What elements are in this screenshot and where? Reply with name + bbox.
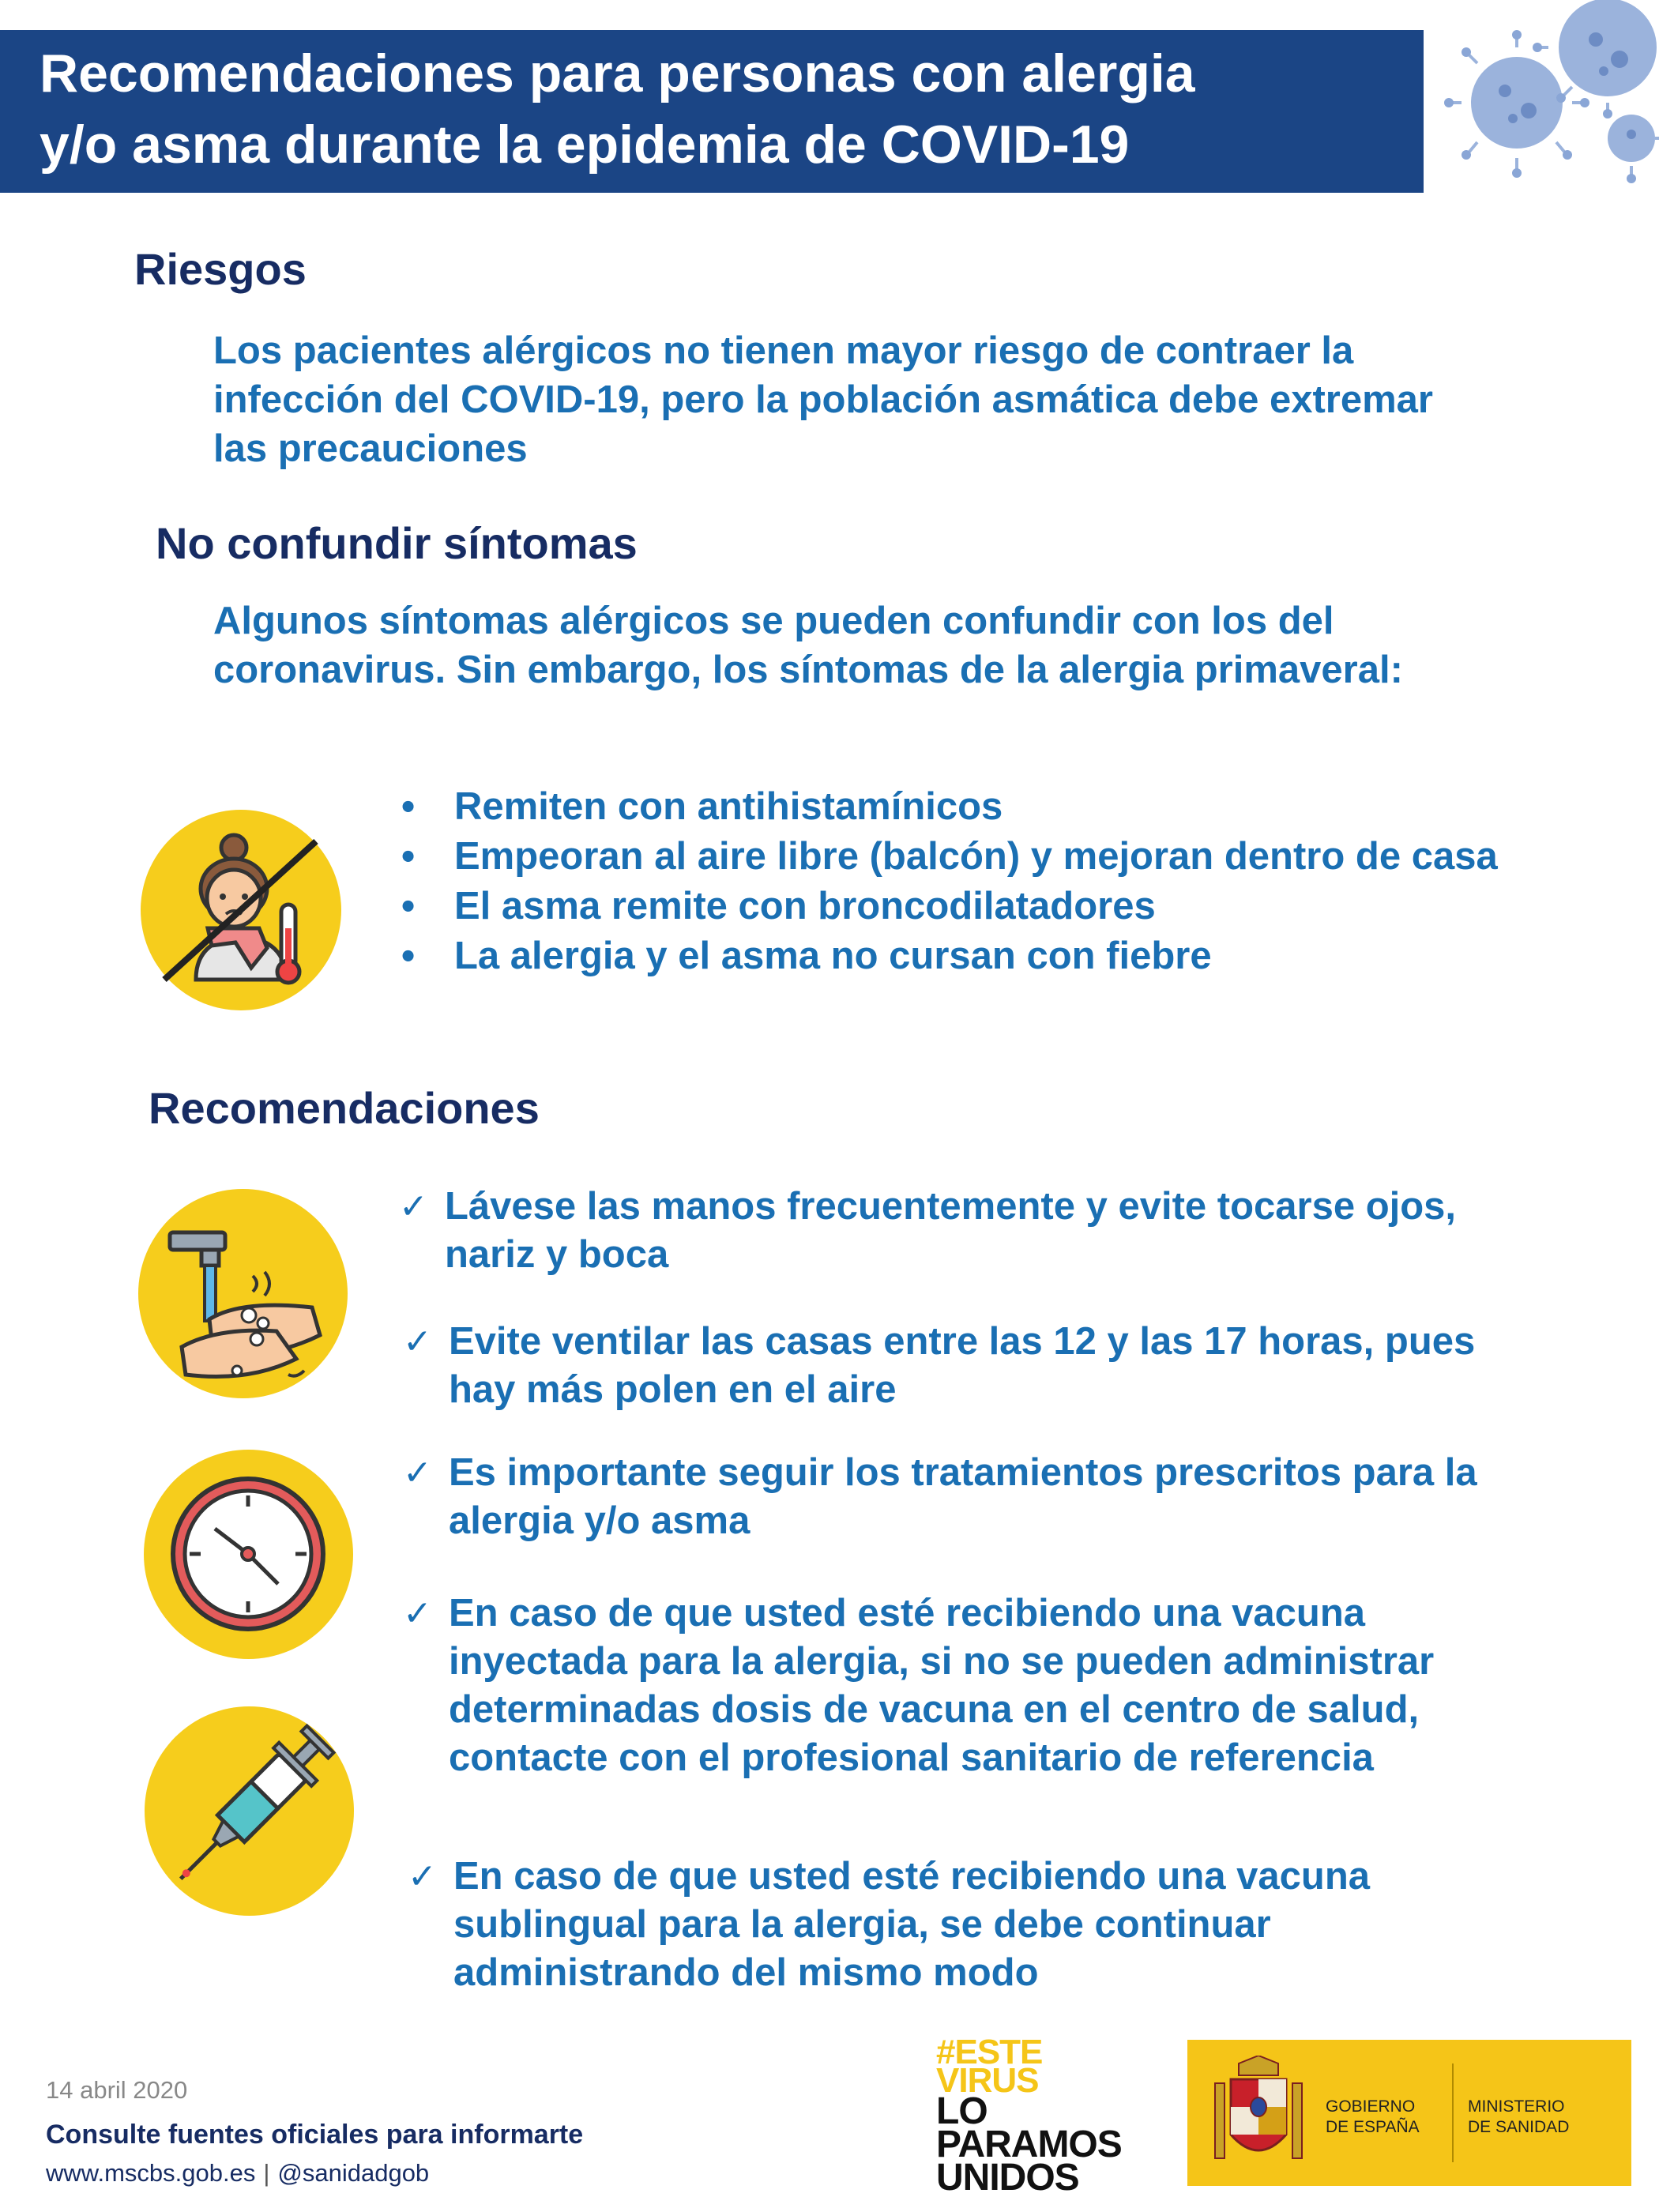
footer-links — [46, 2159, 429, 2188]
recommendation-item — [399, 1183, 1503, 1279]
campaign-line: VIRUS — [936, 2061, 1039, 2100]
list-item — [395, 882, 1517, 931]
list-item — [395, 832, 1517, 882]
campaign-line: LO — [936, 2090, 988, 2132]
recommendation-text: Es importante seguir los tratamientos prescritos para la alergia y/o asma — [449, 1451, 1477, 1542]
ministry-line: DE SANIDAD — [1468, 2118, 1570, 2136]
government-label — [1326, 2097, 1420, 2138]
separator: | — [263, 2159, 270, 2187]
coat-of-arms-icon — [1211, 2056, 1306, 2170]
bullet-icon: • — [401, 885, 416, 927]
symptoms-list — [395, 782, 1517, 981]
list-item — [395, 931, 1517, 981]
ministry-label — [1468, 2097, 1569, 2138]
list-item-text: Empeoran al aire libre (balcón) y mejoran dentro de casa — [454, 835, 1498, 878]
recommendation-item — [403, 1449, 1507, 1545]
risks-heading: Riesgos — [134, 244, 307, 294]
bullet-icon: • — [401, 935, 416, 977]
sick-person-icon — [141, 810, 341, 1010]
divider — [1452, 2063, 1454, 2162]
campaign-line: PARAMOS — [936, 2124, 1122, 2165]
list-item — [395, 782, 1517, 832]
risks-text: Los pacientes alérgicos no tienen mayor riesgo de contraer la infección del COVID-19, pero la población asmática debe extremar las precauciones — [213, 329, 1434, 470]
recommendation-item — [408, 1853, 1512, 1997]
gov-line: DE ESPAÑA — [1326, 2118, 1420, 2136]
bullet-icon: • — [401, 785, 416, 828]
recommendation-text: En caso de que usted esté recibiendo una vacuna inyectada para la alergia, si no se pueden administrar determinadas dosis de vacuna en el centro de salud, contacte con el profesional sanitario de referencia — [449, 1592, 1435, 1779]
symptoms-heading: No confundir síntomas — [156, 518, 638, 568]
symptoms-text: Algunos síntomas alérgicos se pueden confundir con los del coronavirus. Sin embargo, los síntomas de la alergia primaveral: — [213, 600, 1403, 691]
consult-sources-text: Consulte fuentes oficiales para informarte — [46, 2120, 584, 2150]
gov-line: GOBIERNO — [1326, 2097, 1416, 2116]
check-icon: ✓ — [399, 1187, 428, 1226]
page-title: Recomendaciones para personas con alergia y/o asma durante la epidemia de COVID-19 — [40, 43, 1195, 175]
publication-date: 14 abril 2020 — [46, 2076, 188, 2104]
check-icon: ✓ — [408, 1857, 437, 1896]
check-icon: ✓ — [403, 1322, 432, 1361]
website-link[interactable]: www.mscbs.gob.es — [46, 2159, 256, 2187]
list-item-text: Remiten con antihistamínicos — [454, 785, 1003, 828]
list-item-text: El asma remite con broncodilatadores — [454, 885, 1156, 927]
list-item-text: La alergia y el asma no cursan con fiebre — [454, 935, 1212, 977]
recommendation-text: Evite ventilar las casas entre las 12 y las 17 horas, pues hay más polen en el aire — [449, 1320, 1476, 1411]
syringe-icon — [145, 1706, 354, 1916]
hand-washing-icon — [138, 1189, 348, 1398]
ministry-line: MINISTERIO — [1468, 2097, 1565, 2116]
clock-icon — [144, 1450, 353, 1659]
virus-icon — [1438, 0, 1659, 198]
recommendations-heading: Recomendaciones — [149, 1083, 540, 1133]
government-logo — [1187, 2040, 1631, 2186]
recommendation-item — [403, 1589, 1507, 1782]
campaign-line: UNIDOS — [936, 2157, 1079, 2199]
check-icon: ✓ — [403, 1594, 432, 1633]
campaign-logo — [936, 2033, 1173, 2199]
campaign-line: #ESTE — [936, 2033, 1043, 2071]
bullet-icon: • — [401, 835, 416, 878]
recommendation-text: Lávese las manos frecuentemente y evite tocarse ojos, nariz y boca — [445, 1185, 1457, 1276]
check-icon: ✓ — [403, 1454, 432, 1492]
recommendation-text: En caso de que usted esté recibiendo una vacuna sublingual para la alergia, se debe continuar administrando del mismo modo — [453, 1855, 1371, 1994]
recommendation-item — [403, 1318, 1507, 1414]
social-handle-link[interactable]: @sanidadgob — [277, 2159, 430, 2187]
